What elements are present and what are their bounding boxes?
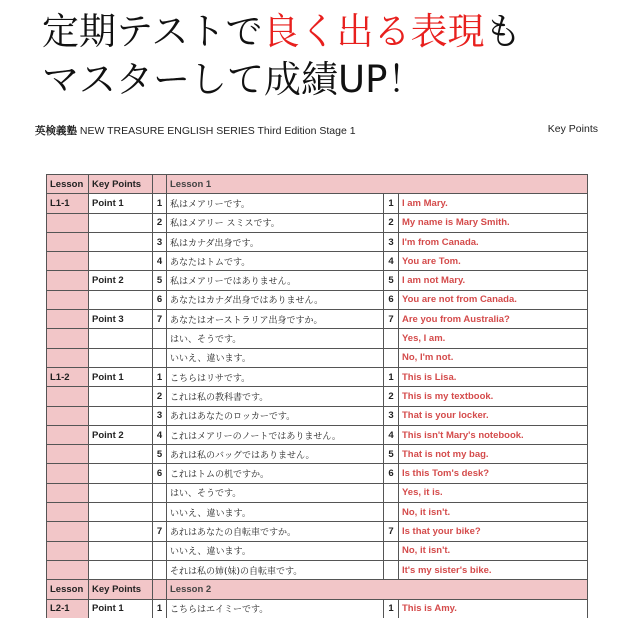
headline-line-1	[42, 10, 522, 54]
headline-line-2: マスターして成績UP！	[42, 58, 425, 101]
japanese-sentence-cell: あれはあなたの自転車ですか。	[167, 522, 384, 541]
japanese-sentence-cell: これはトムの机ですか。	[167, 464, 384, 483]
english-number-cell: 5	[384, 445, 399, 464]
lesson-cell	[47, 213, 89, 232]
number-cell	[153, 175, 167, 194]
english-sentence-cell: Is that your bike?	[399, 522, 588, 541]
english-number-cell	[384, 560, 399, 579]
japanese-sentence-cell: 私はメアリーです。	[167, 194, 384, 213]
section-label: Key Points	[547, 123, 598, 135]
lesson-cell	[47, 464, 89, 483]
english-sentence-cell: Are you from Australia?	[399, 310, 588, 329]
key-point-cell	[89, 445, 153, 464]
key-point-cell: Point 1	[89, 599, 153, 618]
table-row	[47, 599, 588, 618]
japanese-sentence-cell: いいえ、違います。	[167, 503, 384, 522]
japanese-sentence-cell: 私はメアリー スミスです。	[167, 213, 384, 232]
english-sentence-cell: No, it isn't.	[399, 503, 588, 522]
key-point-cell	[89, 522, 153, 541]
lesson-cell: L2-1	[47, 599, 89, 618]
japanese-number-cell: 6	[153, 464, 167, 483]
japanese-sentence-cell: こちらはリサです。	[167, 367, 384, 386]
lesson-column-header: Lesson	[47, 175, 89, 194]
table-row	[47, 406, 588, 425]
lesson-cell	[47, 329, 89, 348]
key-points-column-header: Key Points	[89, 175, 153, 194]
english-sentence-cell: That is not my bag.	[399, 445, 588, 464]
headline-accent-text: 良く出る表現	[262, 10, 485, 53]
english-sentence-cell: I'm from Canada.	[399, 232, 588, 251]
english-number-cell: 1	[384, 599, 399, 618]
japanese-number-cell	[153, 483, 167, 502]
japanese-number-cell: 1	[153, 599, 167, 618]
key-points-table	[46, 174, 588, 619]
lesson-cell	[47, 445, 89, 464]
english-sentence-cell: No, I'm not.	[399, 348, 588, 367]
series-title: NEW TREASURE ENGLISH SERIES Third Edition Stage 1	[79, 125, 356, 137]
lesson-cell	[47, 560, 89, 579]
lesson-column-header: Lesson	[47, 580, 89, 599]
english-number-cell: 6	[384, 464, 399, 483]
japanese-sentence-cell: あなたはトムです。	[167, 252, 384, 271]
japanese-sentence-cell: あなたはカナダ出身ではありません。	[167, 290, 384, 309]
english-number-cell	[384, 329, 399, 348]
english-number-cell	[384, 541, 399, 560]
japanese-number-cell: 7	[153, 522, 167, 541]
english-number-cell: 2	[384, 387, 399, 406]
japanese-sentence-cell: はい、そうです。	[167, 329, 384, 348]
table-row	[47, 483, 588, 502]
japanese-number-cell: 1	[153, 367, 167, 386]
english-sentence-cell: Yes, it is.	[399, 483, 588, 502]
lesson-cell	[47, 522, 89, 541]
english-sentence-cell: You are not from Canada.	[399, 290, 588, 309]
table-row	[47, 252, 588, 271]
table-header-row	[47, 175, 588, 194]
key-point-cell	[89, 464, 153, 483]
key-point-cell	[89, 541, 153, 560]
japanese-number-cell	[153, 541, 167, 560]
table-row	[47, 387, 588, 406]
japanese-number-cell	[153, 560, 167, 579]
english-number-cell: 7	[384, 310, 399, 329]
japanese-sentence-cell: 私はカナダ出身です。	[167, 232, 384, 251]
lesson-cell	[47, 387, 89, 406]
english-number-cell: 7	[384, 522, 399, 541]
lesson-cell	[47, 348, 89, 367]
english-number-cell: 3	[384, 232, 399, 251]
english-number-cell: 4	[384, 425, 399, 444]
key-point-cell	[89, 290, 153, 309]
english-sentence-cell: No, it isn't.	[399, 541, 588, 560]
japanese-number-cell: 2	[153, 387, 167, 406]
key-point-cell: Point 3	[89, 310, 153, 329]
key-point-cell	[89, 252, 153, 271]
document-header	[35, 123, 598, 139]
lesson-cell	[47, 503, 89, 522]
headline-text: も	[484, 10, 522, 53]
japanese-number-cell: 5	[153, 271, 167, 290]
table-row	[47, 522, 588, 541]
english-sentence-cell: I am Mary.	[399, 194, 588, 213]
key-point-cell	[89, 232, 153, 251]
page-cutoff	[0, 618, 640, 640]
japanese-number-cell: 5	[153, 445, 167, 464]
table-row	[47, 329, 588, 348]
key-points-column-header: Key Points	[89, 580, 153, 599]
table-row	[47, 367, 588, 386]
japanese-sentence-cell: これは私の教科書です。	[167, 387, 384, 406]
japanese-number-cell: 1	[153, 194, 167, 213]
lesson-cell: L1-1	[47, 194, 89, 213]
japanese-number-cell: 4	[153, 425, 167, 444]
table-row	[47, 290, 588, 309]
japanese-number-cell	[153, 503, 167, 522]
japanese-number-cell: 4	[153, 252, 167, 271]
japanese-sentence-cell: あれは私のバッグではありません。	[167, 445, 384, 464]
key-point-cell	[89, 560, 153, 579]
table-row	[47, 232, 588, 251]
number-cell	[153, 580, 167, 599]
japanese-sentence-cell: いいえ、違います。	[167, 348, 384, 367]
japanese-sentence-cell: それは私の姉(妹)の自転車です。	[167, 560, 384, 579]
table-row	[47, 445, 588, 464]
key-point-cell	[89, 483, 153, 502]
table-row	[47, 310, 588, 329]
english-number-cell	[384, 483, 399, 502]
table-row	[47, 503, 588, 522]
table-row	[47, 348, 588, 367]
lesson-cell	[47, 271, 89, 290]
key-point-cell	[89, 387, 153, 406]
lesson-cell	[47, 483, 89, 502]
lesson-cell	[47, 425, 89, 444]
table-row	[47, 541, 588, 560]
japanese-number-cell: 3	[153, 232, 167, 251]
english-sentence-cell: This isn't Mary's notebook.	[399, 425, 588, 444]
key-point-cell: Point 2	[89, 271, 153, 290]
key-point-cell: Point 2	[89, 425, 153, 444]
english-sentence-cell: I am not Mary.	[399, 271, 588, 290]
key-point-cell: Point 1	[89, 194, 153, 213]
key-point-cell	[89, 329, 153, 348]
japanese-number-cell: 6	[153, 290, 167, 309]
lesson-cell	[47, 310, 89, 329]
japanese-sentence-cell: あれはあなたのロッカーです。	[167, 406, 384, 425]
key-point-cell	[89, 406, 153, 425]
japanese-sentence-cell: こちらはエイミーです。	[167, 599, 384, 618]
japanese-sentence-cell: あなたはオーストラリア出身ですか。	[167, 310, 384, 329]
key-point-cell	[89, 213, 153, 232]
english-sentence-cell: You are Tom.	[399, 252, 588, 271]
lesson-cell	[47, 232, 89, 251]
japanese-sentence-cell: はい、そうです。	[167, 483, 384, 502]
key-point-cell: Point 1	[89, 367, 153, 386]
japanese-sentence-cell: これはメアリーのノートではありません。	[167, 425, 384, 444]
english-number-cell: 6	[384, 290, 399, 309]
english-number-cell: 4	[384, 252, 399, 271]
lesson-cell: L1-2	[47, 367, 89, 386]
lesson-title: Lesson 2	[167, 580, 588, 599]
english-sentence-cell: This is Lisa.	[399, 367, 588, 386]
lesson-title: Lesson 1	[167, 175, 588, 194]
japanese-number-cell: 7	[153, 310, 167, 329]
table-row	[47, 271, 588, 290]
japanese-sentence-cell: いいえ、違います。	[167, 541, 384, 560]
japanese-number-cell: 2	[153, 213, 167, 232]
japanese-number-cell	[153, 348, 167, 367]
japanese-sentence-cell: 私はメアリーではありません。	[167, 271, 384, 290]
table-row	[47, 560, 588, 579]
english-number-cell: 3	[384, 406, 399, 425]
table-header-row	[47, 580, 588, 599]
lesson-cell	[47, 541, 89, 560]
lesson-cell	[47, 290, 89, 309]
lesson-cell	[47, 406, 89, 425]
english-number-cell	[384, 503, 399, 522]
english-sentence-cell: My name is Mary Smith.	[399, 213, 588, 232]
headline-text: 定期テストで	[42, 10, 263, 53]
table-row	[47, 213, 588, 232]
table-row	[47, 464, 588, 483]
english-sentence-cell: That is your locker.	[399, 406, 588, 425]
english-number-cell	[384, 348, 399, 367]
table-row	[47, 194, 588, 213]
english-number-cell: 2	[384, 213, 399, 232]
key-point-cell	[89, 503, 153, 522]
english-sentence-cell: This is my textbook.	[399, 387, 588, 406]
english-sentence-cell: Yes, I am.	[399, 329, 588, 348]
japanese-number-cell: 3	[153, 406, 167, 425]
table-row	[47, 425, 588, 444]
english-number-cell: 1	[384, 194, 399, 213]
english-sentence-cell: This is Amy.	[399, 599, 588, 618]
lesson-cell	[47, 252, 89, 271]
english-number-cell: 5	[384, 271, 399, 290]
english-sentence-cell: Is this Tom's desk?	[399, 464, 588, 483]
brand-name: 英検義塾	[35, 125, 77, 137]
english-sentence-cell: It's my sister's bike.	[399, 560, 588, 579]
japanese-number-cell	[153, 329, 167, 348]
key-point-cell	[89, 348, 153, 367]
english-number-cell: 1	[384, 367, 399, 386]
